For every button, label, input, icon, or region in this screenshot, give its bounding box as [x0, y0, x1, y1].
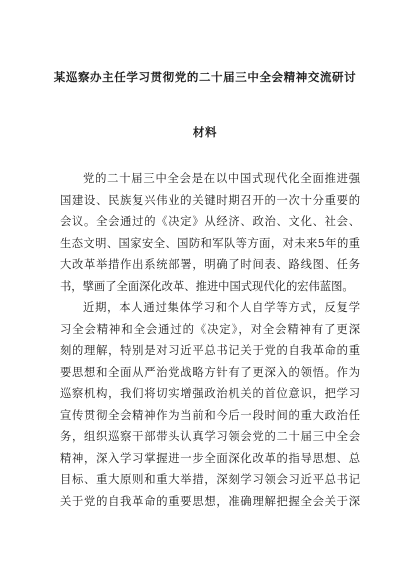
paragraph-line: 生态文明、国家安全、国防和军队等方面，对未来5年的重: [60, 236, 360, 250]
document-body: [60, 168, 360, 512]
document-title: 某巡察办主任学习贯彻党的二十届三中全会精神交流研讨: [53, 70, 357, 84]
paragraph-line: 书，擘画了全面深化改革、推进中国式现代化的宏伟蓝图。: [60, 279, 354, 293]
paragraph-line: 务，组织巡察干部带头认真学习领会党的二十届三中全会: [60, 430, 360, 443]
paragraph-line: 大改革举措作出系统部署，明确了时间表、路线图、任务: [60, 258, 360, 271]
paragraph-line: 党的二十届三中全会是在以中国式现代化全面推进强: [83, 172, 360, 185]
paragraph-2: [60, 297, 360, 512]
document-title-continuation: 材料: [192, 125, 218, 139]
paragraph-line: 目标、重大原则和重大举措，深刻学习领会习近平总书记: [60, 473, 360, 486]
paragraph-1: [60, 168, 360, 297]
paragraph-line: 习全会精神和全会通过的《决定》，对全会精神有了更深: [60, 322, 360, 336]
paragraph-line: 要思想和全面从严治党战略方针有了更深入的领悟。作为: [60, 365, 360, 379]
paragraph-line: 刻的理解，特别是对习近平总书记关于党的自我革命的重: [60, 344, 360, 357]
paragraph-line: 会议。全会通过的《决定》从经济、政治、文化、社会、: [60, 215, 360, 228]
paragraph-line: 精神，深入学习掌握进一步全面深化改革的指导思想、总: [60, 451, 360, 465]
paragraph-line: 巡察机构，我们将切实增强政治机关的首位意识，把学习: [60, 387, 360, 400]
paragraph-line: 关于党的自我革命的重要思想，准确理解把握全会关于深: [60, 494, 360, 508]
paragraph-line: 近期，本人通过集体学习和个人自学等方式，反复学: [83, 301, 360, 314]
paragraph-line: 国建设、民族复兴伟业的关键时期召开的一次十分重要的: [60, 193, 360, 207]
paragraph-line: 宣传贯彻全会精神作为当前和今后一段时间的重大政治任: [60, 408, 360, 422]
